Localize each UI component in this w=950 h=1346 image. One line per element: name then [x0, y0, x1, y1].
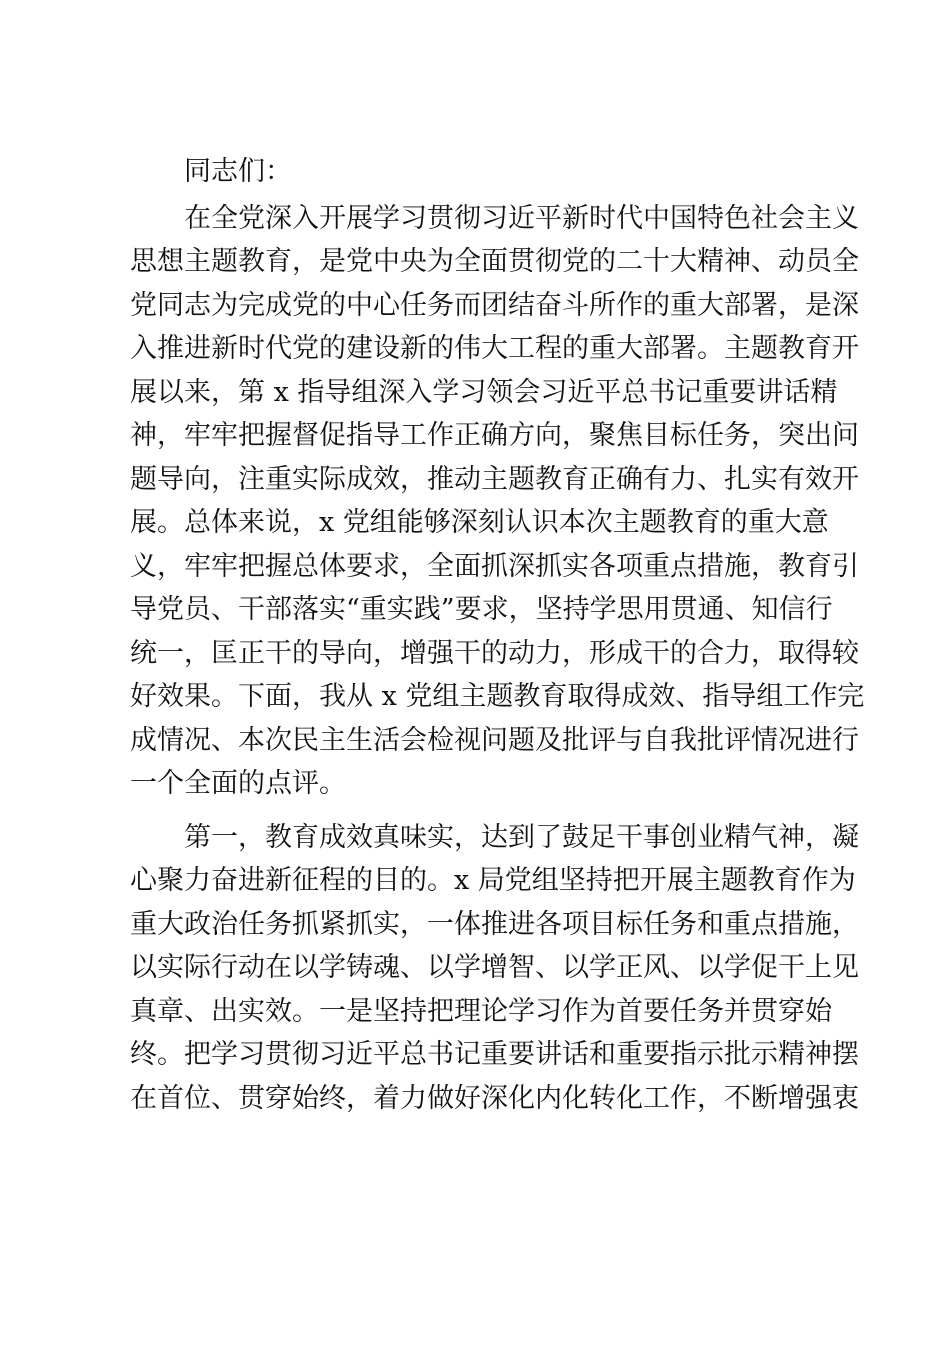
paragraph-line: 义，牢牢把握总体要求，全面抓深抓实各项重点措施，教育引	[130, 550, 859, 582]
paragraph-line: 展以来，第 x 指导组深入学习领会习近平总书记重要讲话精	[130, 376, 838, 408]
paragraph-spacer	[130, 806, 820, 816]
paragraph-line: 神，牢牢把握督促指导工作正确方向，聚焦目标任务，突出问	[130, 420, 859, 451]
paragraph-line: 心聚力奋进新征程的目的。x 局党组坚持把开展主题教育作为	[130, 865, 856, 896]
paragraph-line: 好效果。下面，我从 x 党组主题教育取得成效、指导组工作完	[130, 681, 865, 712]
paragraph-line: 重大政治任务抓紧抓实，一体推进各项目标任务和重点措施，	[130, 908, 859, 940]
document-body	[130, 150, 865, 1120]
paragraph-line: 一个全面的点评。	[130, 768, 346, 799]
salutation: 同志们：	[184, 156, 292, 187]
paragraph-line: 入推进新时代党的建设新的伟大工程的重大部署。主题教育开	[130, 333, 859, 364]
paragraph-line: 思想主题教育，是党中央为全面贯彻党的二十大精神、动员全	[130, 246, 859, 277]
paragraph-2	[130, 816, 859, 1121]
paragraph-line: 导党员、干部落实“重实践”要求，坚持学思用贯通、知信行	[130, 594, 833, 625]
paragraph-1	[130, 197, 865, 806]
paragraph-line: 题导向，注重实际成效，推动主题教育正确有力、扎实有效开	[130, 463, 859, 495]
paragraph-line: 在全党深入开展学习贯彻习近平新时代中国特色社会主义	[184, 202, 859, 234]
paragraph-line: 成情况、本次民主生活会检视问题及批评与自我批评情况进行	[130, 724, 859, 756]
paragraph-line: 真章、出实效。一是坚持把理论学习作为首要任务并贯穿始	[130, 995, 832, 1027]
paragraph-line: 以实际行动在以学铸魂、以学增智、以学正风、以学促干上见	[130, 952, 859, 983]
paragraph-line: 终。把学习贯彻习近平总书记重要讲话和重要指示批示精神摆	[130, 1039, 859, 1070]
paragraph-line: 党同志为完成党的中心任务而团结奋斗所作的重大部署，是深	[130, 289, 859, 321]
paragraph-line: 第一，教育成效真味实，达到了鼓足干事创业精气神，凝	[184, 821, 859, 853]
paragraph-line: 在首位、贯穿始终，着力做好深化内化转化工作，不断增强衷	[130, 1082, 859, 1114]
paragraph-line: 统一，匡正干的导向，增强干的动力，形成干的合力，取得较	[130, 637, 859, 669]
paragraph-line: 展。总体来说，x 党组能够深刻认识本次主题教育的重大意	[130, 507, 829, 538]
